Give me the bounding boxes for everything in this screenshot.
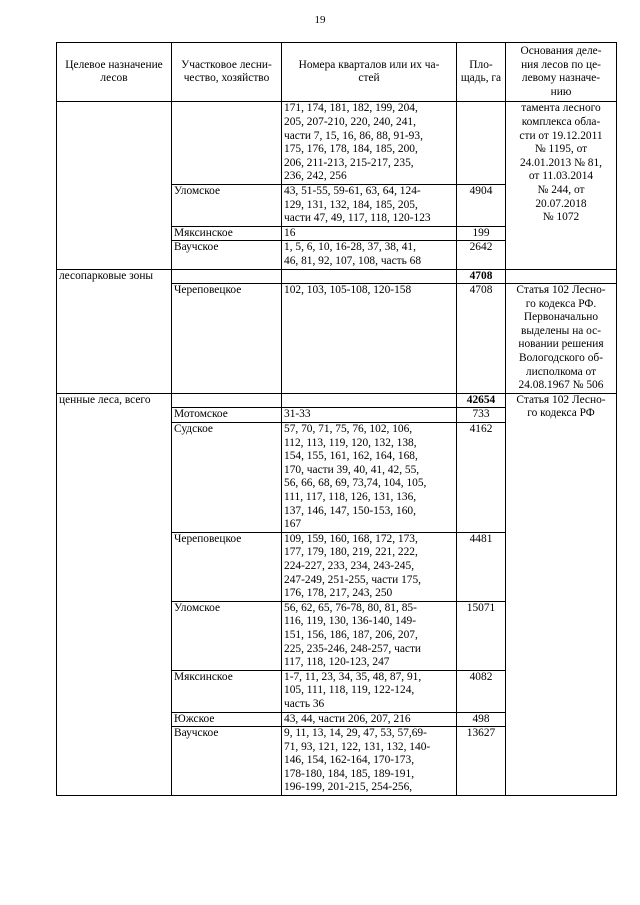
area-cell: 2642 (457, 241, 506, 269)
blocks-cell: 31-33 (282, 408, 457, 423)
forestry-cell-empty (172, 393, 282, 408)
header-area: Пло- щадь, га (457, 43, 506, 102)
basis-cell: Статья 102 Лесно- го кодекса РФ (506, 393, 617, 795)
forestry-cell: Судское (172, 423, 282, 533)
forest-purpose-table (56, 42, 617, 796)
blocks-cell-empty (282, 269, 457, 284)
page-number: 19 (314, 14, 326, 26)
forestry-cell: Мотомское (172, 408, 282, 423)
area-cell: 4708 (457, 284, 506, 394)
forestry-cell: Череповецкое (172, 532, 282, 601)
area-cell: 13627 (457, 727, 506, 796)
section-total-area: 4708 (457, 269, 506, 284)
blocks-cell: 43, 44, части 206, 207, 216 (282, 712, 457, 727)
forestry-cell: Ваучское (172, 727, 282, 796)
table-row (57, 102, 617, 185)
area-cell: 4904 (457, 184, 506, 226)
area-cell: 4481 (457, 532, 506, 601)
forestry-cell-empty (172, 269, 282, 284)
header-purpose: Целевое назначение лесов (57, 43, 172, 102)
blocks-cell: 171, 174, 181, 182, 199, 204, 205, 207-210, 220, 240, 241, части 7, 15, 16, 86, 88, 91-93, 175, 176, 178, 184, 185, 200, 206, 211-213, 215-217, 235, 236, 242, 256 (282, 102, 457, 185)
area-cell: 733 (457, 408, 506, 423)
basis-cell-empty (506, 269, 617, 284)
header-forestry: Участковое лесни- чество, хозяйство (172, 43, 282, 102)
section-total-row (57, 393, 617, 408)
blocks-cell: 9, 11, 13, 14, 29, 47, 53, 57,69- 71, 93, 121, 122, 131, 132, 140- 146, 154, 162-164, 170-173, 178-180, 184, 185, 189-191, 196-199, 201-215, 254-256, (282, 727, 457, 796)
forestry-cell: Южское (172, 712, 282, 727)
forestry-cell: Уломское (172, 601, 282, 670)
blocks-cell: 109, 159, 160, 168, 172, 173, 177, 179, 180, 219, 221, 222, 224-227, 233, 234, 243-245, 247-249, 251-255, части 175, 176, 178, 217, 243, 250 (282, 532, 457, 601)
blocks-cell: 16 (282, 226, 457, 241)
section-label: ценные леса, всего (57, 393, 172, 795)
basis-cell: Статья 102 Лесно- го кодекса РФ. Первоначально выделены на ос- новании решения Вологодского об- лисполкома от 24.08.1967 № 506 (506, 284, 617, 394)
area-cell: 15071 (457, 601, 506, 670)
basis-cell: тамента лесного комплекса обла- сти от 19.12.2011 № 1195, от 24.01.2013 № 81, от 11.03.2014 № 244, от 20.07.2018 № 1072 (506, 102, 617, 269)
section-label: лесопарковые зоны (57, 269, 172, 284)
blocks-cell: 56, 62, 65, 76-78, 80, 81, 85- 116, 119, 130, 136-140, 149- 151, 156, 186, 187, 206, 207, 225, 235-246, 248-257, части 117, 118, 120-123, 247 (282, 601, 457, 670)
blocks-cell: 1, 5, 6, 10, 16-28, 37, 38, 41, 46, 81, 92, 107, 108, часть 68 (282, 241, 457, 269)
area-cell: 4162 (457, 423, 506, 533)
purpose-cell-empty (57, 284, 172, 394)
header-blocks: Номера кварталов или их ча- стей (282, 43, 457, 102)
forestry-cell-empty (172, 102, 282, 185)
area-cell: 199 (457, 226, 506, 241)
blocks-cell: 1-7, 11, 23, 34, 35, 48, 87, 91, 105, 111, 118, 119, 122-124, часть 36 (282, 670, 457, 712)
purpose-cell-empty (57, 102, 172, 269)
forestry-cell: Мяксинское (172, 226, 282, 241)
header-basis: Основания деле- ния лесов по це- левому назначе- нию (506, 43, 617, 102)
table-row (57, 284, 617, 394)
blocks-cell: 43, 51-55, 59-61, 63, 64, 124- 129, 131, 132, 184, 185, 205, части 47, 49, 117, 118, 120-123 (282, 184, 457, 226)
forestry-cell: Уломское (172, 184, 282, 226)
forestry-cell: Мяксинское (172, 670, 282, 712)
area-cell: 4082 (457, 670, 506, 712)
forestry-cell: Ваучское (172, 241, 282, 269)
table-header-row (57, 43, 617, 102)
section-total-row (57, 269, 617, 284)
area-cell-empty (457, 102, 506, 185)
area-cell: 498 (457, 712, 506, 727)
section-total-area: 42654 (457, 393, 506, 408)
blocks-cell: 57, 70, 71, 75, 76, 102, 106, 112, 113, 119, 120, 132, 138, 154, 155, 161, 162, 164, 168, 170, части 39, 40, 41, 42, 55, 56, 66, 68, 69, 73,74, 104, 105, 111, 117, 118, 126, 131, 136, 137, 146, 147, 150-153, 160, 167 (282, 423, 457, 533)
blocks-cell: 102, 103, 105-108, 120-158 (282, 284, 457, 394)
forestry-cell: Череповецкое (172, 284, 282, 394)
blocks-cell-empty (282, 393, 457, 408)
